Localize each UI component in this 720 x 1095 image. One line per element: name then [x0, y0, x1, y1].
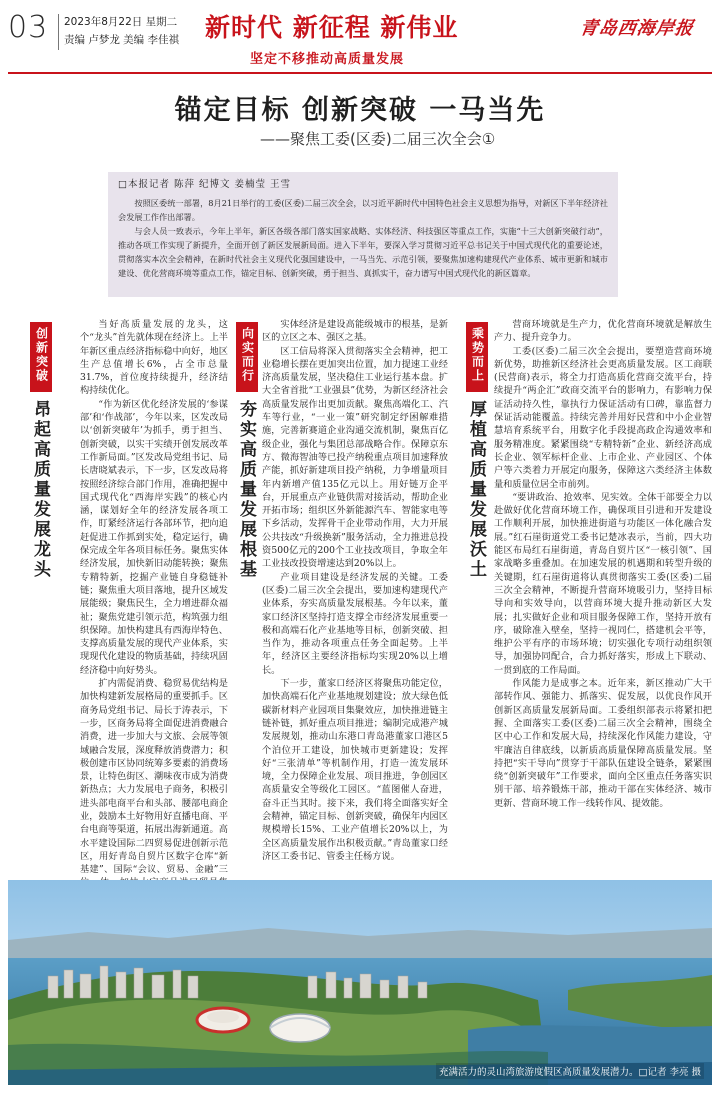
body-paragraph: 下一步，董家口经济区将聚焦功能定位，加快高端石化产业基地规划建设；放大绿色低碳新材料产业园项目集聚效应，加快推进链主链补链，抓好重点项目推进；编制完成港产城发展规划，推动山东港口青岛港董家口港区5个泊位开工建设，加快城市更新建设；发挥好“三张清单”等机制作用，打造一流发展环境，全力保障企业发展、项目推进，争创园区高质量安全等级化工园区。“蓝图催人奋进，奋斗正当其时。接下来，我们将全面落实好全会精神，锚定目标、创新突破，确保年内园区规模增长15%、工业产值增长20%以上，为全区高质量发展作出积极贡献。”青岛董家口经济区工委书记、管委主任杨方说。: [262, 678, 448, 862]
section-tag-text: 向实而行: [240, 327, 255, 383]
section-title: 厚植高质量发展沃土: [466, 400, 486, 580]
masthead: [0, 0, 720, 72]
section-tag: [466, 322, 488, 392]
byline: □本报记者 陈萍 纪博文 姜楠莹 王雪: [118, 179, 292, 190]
body-paragraph: 作风能力是成事之本。近年来，新区推动广大干部转作风、强能力、抓落实、促发展，以优良作风开创新区高质量发展新局面。工委组织部表示将紧扣把握、全面落实工委(区委)二届三次全会精神，围绕全区中心工作和发展大局，持续深化作风能力建设，守牢廉洁自律底线，以新质高质量保障高质量发展。坚持把“实干导向”贯穿于干部队伍建设全链条，紧紧围绕“创新突破年”工作要求，面向全区重点任务落实识别干部、培养锻炼干部，推动干部在实体经济、城市更新、营商环境工作一线转作风、提效能。: [494, 678, 712, 809]
body-paragraph: 工委(区委)二届三次全会提出，要塑造营商环境新优势，助推新区经济社会更高质量发展。区工商联(民营商)表示，将全力打造高质化营商交流平台，持续提升“两企汇”政商交流平台的影响力，有影响力保证活动持久性，靠执行力保证活动有口碑，靠监督力保证活动能覆盖。持续完善并用好民营和中小企业智慧培育系统平台，用数字化手段提高政企沟通效率和服务精准度。紧紧围绕“专精特新”企业、新经济高成长企业、领军标杆企业、上市企业、产业园区、个体户等六类着力开展定向服务，保障这六类经济主体数量和质量位居全市前列。: [494, 345, 712, 490]
body-paragraph: 产业项目建设是经济发展的关键。工委(区委)二届三次全会提出，要加速构建现代产业体系，夯实高质量发展根基。今年以来，董家口经济区坚持打造支撑全市经济发展重要一极和高端石化产业基地等目标，创新突破、担当作为，推动各项重点任务全面起势。上半年，经济区主要经济指标均实现20%以上增长。: [262, 571, 448, 676]
section-title: 夯实高质量发展根基: [236, 400, 256, 580]
page-number: 03: [8, 10, 49, 45]
issue-date: 2023年8月22日 星期二: [64, 16, 178, 28]
body-paragraph: “要讲政治、抢效率、见实效。全体干部要全力以赴做好优化营商环境工作，确保项目引进和开发建设工作顺利开展，加快推进街道与功能区一体化融合发展。”红石崖街道党工委书记楚冰表示，当前，四大功能区布局红石崖街道，青岛自贸片区“一核引领”、国家战略多重叠加。在加速发展的机遇期和转型升级的关键期，红石崖街道将认真贯彻落实工委(区委)二届三次全会精神，不断提升营商环境吸引力，坚持目标导向和实效导向，以营商环境大提升推动新区大发展；扎实做好企业和项目服务保障工作，坚持开放有序，破除准入壁垒，坚持一视同仁，搭建机会平等，维护公平有序的市场环境；切实强化专项行动组织领导，加强协同配合，合力抓好落实，形成上下联动、一贯到底的工作局面。: [494, 491, 712, 676]
body-paragraph: 扩内需促消费、稳贸易优结构是加快构建新发展格局的重要抓手。区商务局党组书记、局长于涛表示，下一步，区商务局将全面促进消费融合消费，进一步加大与文旅、会展等领域融合发展，深度释放消费潜力；积极创建市区协同统筹多要素的消费场景，让特色街区、潮味夜市成为消费新热点；大力发展电子商务，积极引进头部电商平台和头部、腰部电商企业，鼓励本土好物用好直播电商、平台电商等渠道，拓展出海新通道。高水平建设国际二四贸易促进创新示范区，用好青岛自贸片区数字仓库“新基建”、国际“会议、贸易、金融”三: [80, 678, 228, 876]
body-paragraph: “作为新区优化经济发展的‘参谋部’和‘作战部’，今年以来，区发改局以‘创新突破年’为抓手，勇于担当、创新突破，以实干实绩开创发展改革工作新局面。”区发改局党组书记、局长唐晓斌表示，下一步，区发改局将按照经济综合部门作用，准确把握中国式现代化“西海岸实践”的核心内涵，谋划好全年的经济发展各项工作，盯紧经济运行各部环节，把向追赶促进工作抓到实处，稳定运行，确保完成全年各项目标任务。聚焦实体经济发展，加快新旧动能转换；聚焦专精特新，挖掘产业链自身稳链补链；聚焦重大项目落地，提升区域发展能级；聚焦民生，全力增进群众福祉；聚焦党建引领示范，构筑强力组织保障。加快构建具有西海岸特色、支撑高质量发展的现代产业体系，实现现代化建设的物质基础，持续巩固经济稳中向好势头。: [80, 398, 228, 676]
article-headline: 锚定目标 创新突破 一马当先: [174, 95, 546, 126]
section-slogan: 新时代 新征程 新伟业: [205, 13, 459, 42]
body-paragraph: 区工信局将深入贯彻落实全会精神，把工业稳增长摆在更加突出位置，加力提速工业经济高质量发展，坚决稳住工业运行基本盘。扩大全省首批“工业强县”优势，为新区经济社会高质量发展作出更加贡献。聚焦高端化工、汽车等行业，“一业一策”研究制定纾困解难措施，完善新赛道企业沟通交流机制，聚焦百亿级企业，强化与集团总部战略合作。保障京东方、微海智油等已投产纳税重点项目加速释放产能，抓好新建项目投产纳税，力争增量项目年内新增产值135亿元以上。用好链万企平台，开展重点产业链供需对接活动，帮助企业开拓市场；组织区外新能源汽车、智能家电等下乡活动，发挥骨干企业带动作用，大力开展公共技改“升级换新”服务活动，全力推进总投资500亿元的200个工业技改项目，争取全年工业技改投资增速达到20%以上。: [262, 345, 448, 570]
lead-box: [108, 172, 618, 297]
aerial-coast-illustration: [8, 880, 712, 1085]
body-paragraph: 实体经济是建设高能级城市的根基，是新区的立区之本、强区之基。: [262, 319, 448, 344]
section-tag-text: 创新突破: [34, 327, 49, 383]
masthead-rule: [8, 72, 712, 74]
article-column-3: [494, 318, 712, 866]
body-paragraph: 营商环境就是生产力，优化营商环境就是解放生产力、提升竞争力。: [494, 319, 712, 344]
lead-paragraph: 与会人员一致表示，今年上半年，新区各级各部门落实国家战略、实体经济、科技强区等重点工作，实施“十三大创新突破行动”，推动各项工作实现了新提升，全面开创了新区发展新局面。进入下半年，要深入学习贯彻习近平总书记关于中国式现代化的重要论述，贯彻落实本次全会精神，在新时代社会主义现代化强国建设中，一马当先、示范引领，要聚焦加速构建现代产业体系、城市更新和城市建设、优化营商环境等重点工作，锚定目标、创新突破，勇于担当、真抓实干，奋力谱写中国式现代化的新区篇章。: [118, 226, 608, 278]
body-paragraph: 当好高质量发展的龙头，这个“龙头”首先就体现在经济上。上半年新区重点经济指标稳中向好，地区生产总值增长6%，占全市总量31.7%，首位度持续提升，经济结构持续优化。: [80, 319, 228, 397]
article-column-2: [262, 318, 448, 866]
editor-credits: 责编 卢梦龙 美编 李佳祺: [64, 34, 180, 46]
section-title: 昂起高质量发展龙头: [30, 400, 50, 580]
masthead-divider: [58, 14, 59, 50]
section-tag: [236, 322, 258, 392]
section-slogan-sub: 坚定不移推动高质量发展: [250, 52, 405, 67]
aerial-coast-photo: [8, 880, 712, 1085]
photo-caption: 充满活力的灵山湾旅游度假区高质量发展潜力。□记者 李亮 摄: [436, 1063, 704, 1079]
section-tag: [30, 322, 52, 392]
article-column-1: [80, 318, 228, 876]
article-subhead: ——聚焦工委(区委)二届三次全会①: [260, 130, 496, 148]
newspaper-logo: 青岛西海岸报: [578, 18, 696, 39]
lead-paragraph: 按照区委统一部署，8月21日举行的工委(区委)二届三次全会，以习近平新时代中国特色社会主义思想为指导，对新区下半年经济社会发展工作作出部署。: [118, 198, 608, 222]
section-tag-text: 乘势而上: [470, 327, 485, 383]
